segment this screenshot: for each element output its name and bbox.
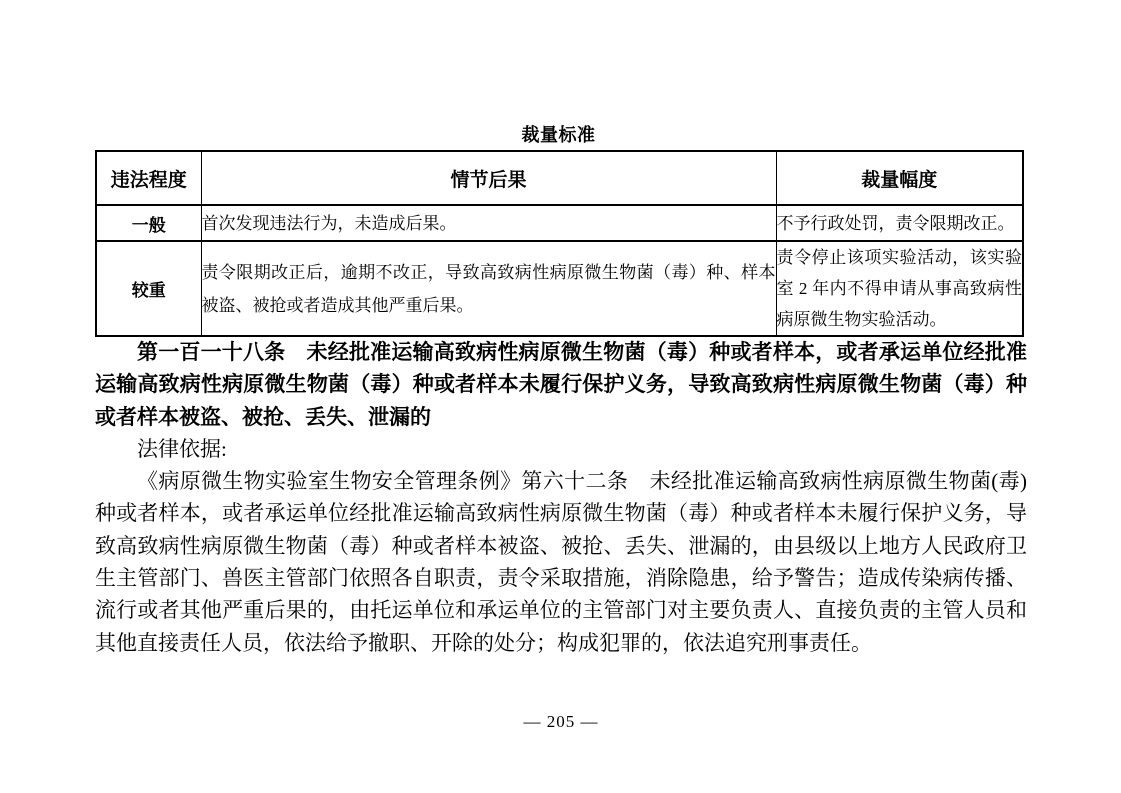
discretion-range-cell: 责令停止该项实验活动，该实验室 2 年内不得申请从事高致病性病原微生物实验活动。	[776, 241, 1023, 336]
table-row	[96, 241, 1023, 336]
article-section	[95, 336, 1027, 659]
column-header-violation-degree: 违法程度	[96, 151, 201, 205]
article-heading: 第一百一十八条 未经批准运输高致病性病原微生物菌（毒）种或者样本，或者承运单位经批准运输高致病性病原微生物菌（毒）种或者样本未履行保护义务，导致高致病性病原微生物菌（毒）种或者样本被盗、被抢、丢失、泄漏的	[95, 340, 1027, 429]
legal-basis-text: 《病原微生物实验室生物安全管理条例》第六十二条 未经批准运输高致病性病原微生物菌(毒)种或者样本，或者承运单位经批准运输高致病性病原微生物菌（毒）种或者样本未履行保护义务，导致高致病性病原微生物菌（毒）种或者样本被盗、被抢、丢失、泄漏的，由县级以上地方人民政府卫生主管部门、兽医主管部门依照各自职责，责令采取措施，消除隐患，给予警告；造成传染病传播、流行或者其他严重后果的，由托运单位和承运单位的主管部门对主要负责人、直接负责的主管人员和其他直接责任人员，依法给予撤职、开除的处分；构成犯罪的，依法追究刑事责任。	[95, 469, 1027, 655]
discretion-standards-table	[95, 150, 1024, 337]
violation-degree-cell: 一般	[96, 205, 201, 241]
discretion-range-cell: 不予行政处罚，责令限期改正。	[776, 205, 1023, 241]
column-header-discretion-range: 裁量幅度	[776, 151, 1023, 205]
table-row	[96, 205, 1023, 241]
circumstance-cell: 首次发现违法行为，未造成后果。	[201, 205, 776, 241]
page-number: — 205 —	[523, 712, 599, 731]
circumstance-cell: 责令限期改正后，逾期不改正，导致高致病性病原微生物菌（毒）种、样本被盗、被抢或者造成其他严重后果。	[201, 241, 776, 336]
page-title: 裁量标准	[521, 125, 596, 145]
legal-basis-label: 法律依据:	[137, 436, 227, 461]
table-header-row	[96, 151, 1023, 205]
violation-degree-cell: 较重	[96, 241, 201, 336]
column-header-circumstance: 情节后果	[201, 151, 776, 205]
